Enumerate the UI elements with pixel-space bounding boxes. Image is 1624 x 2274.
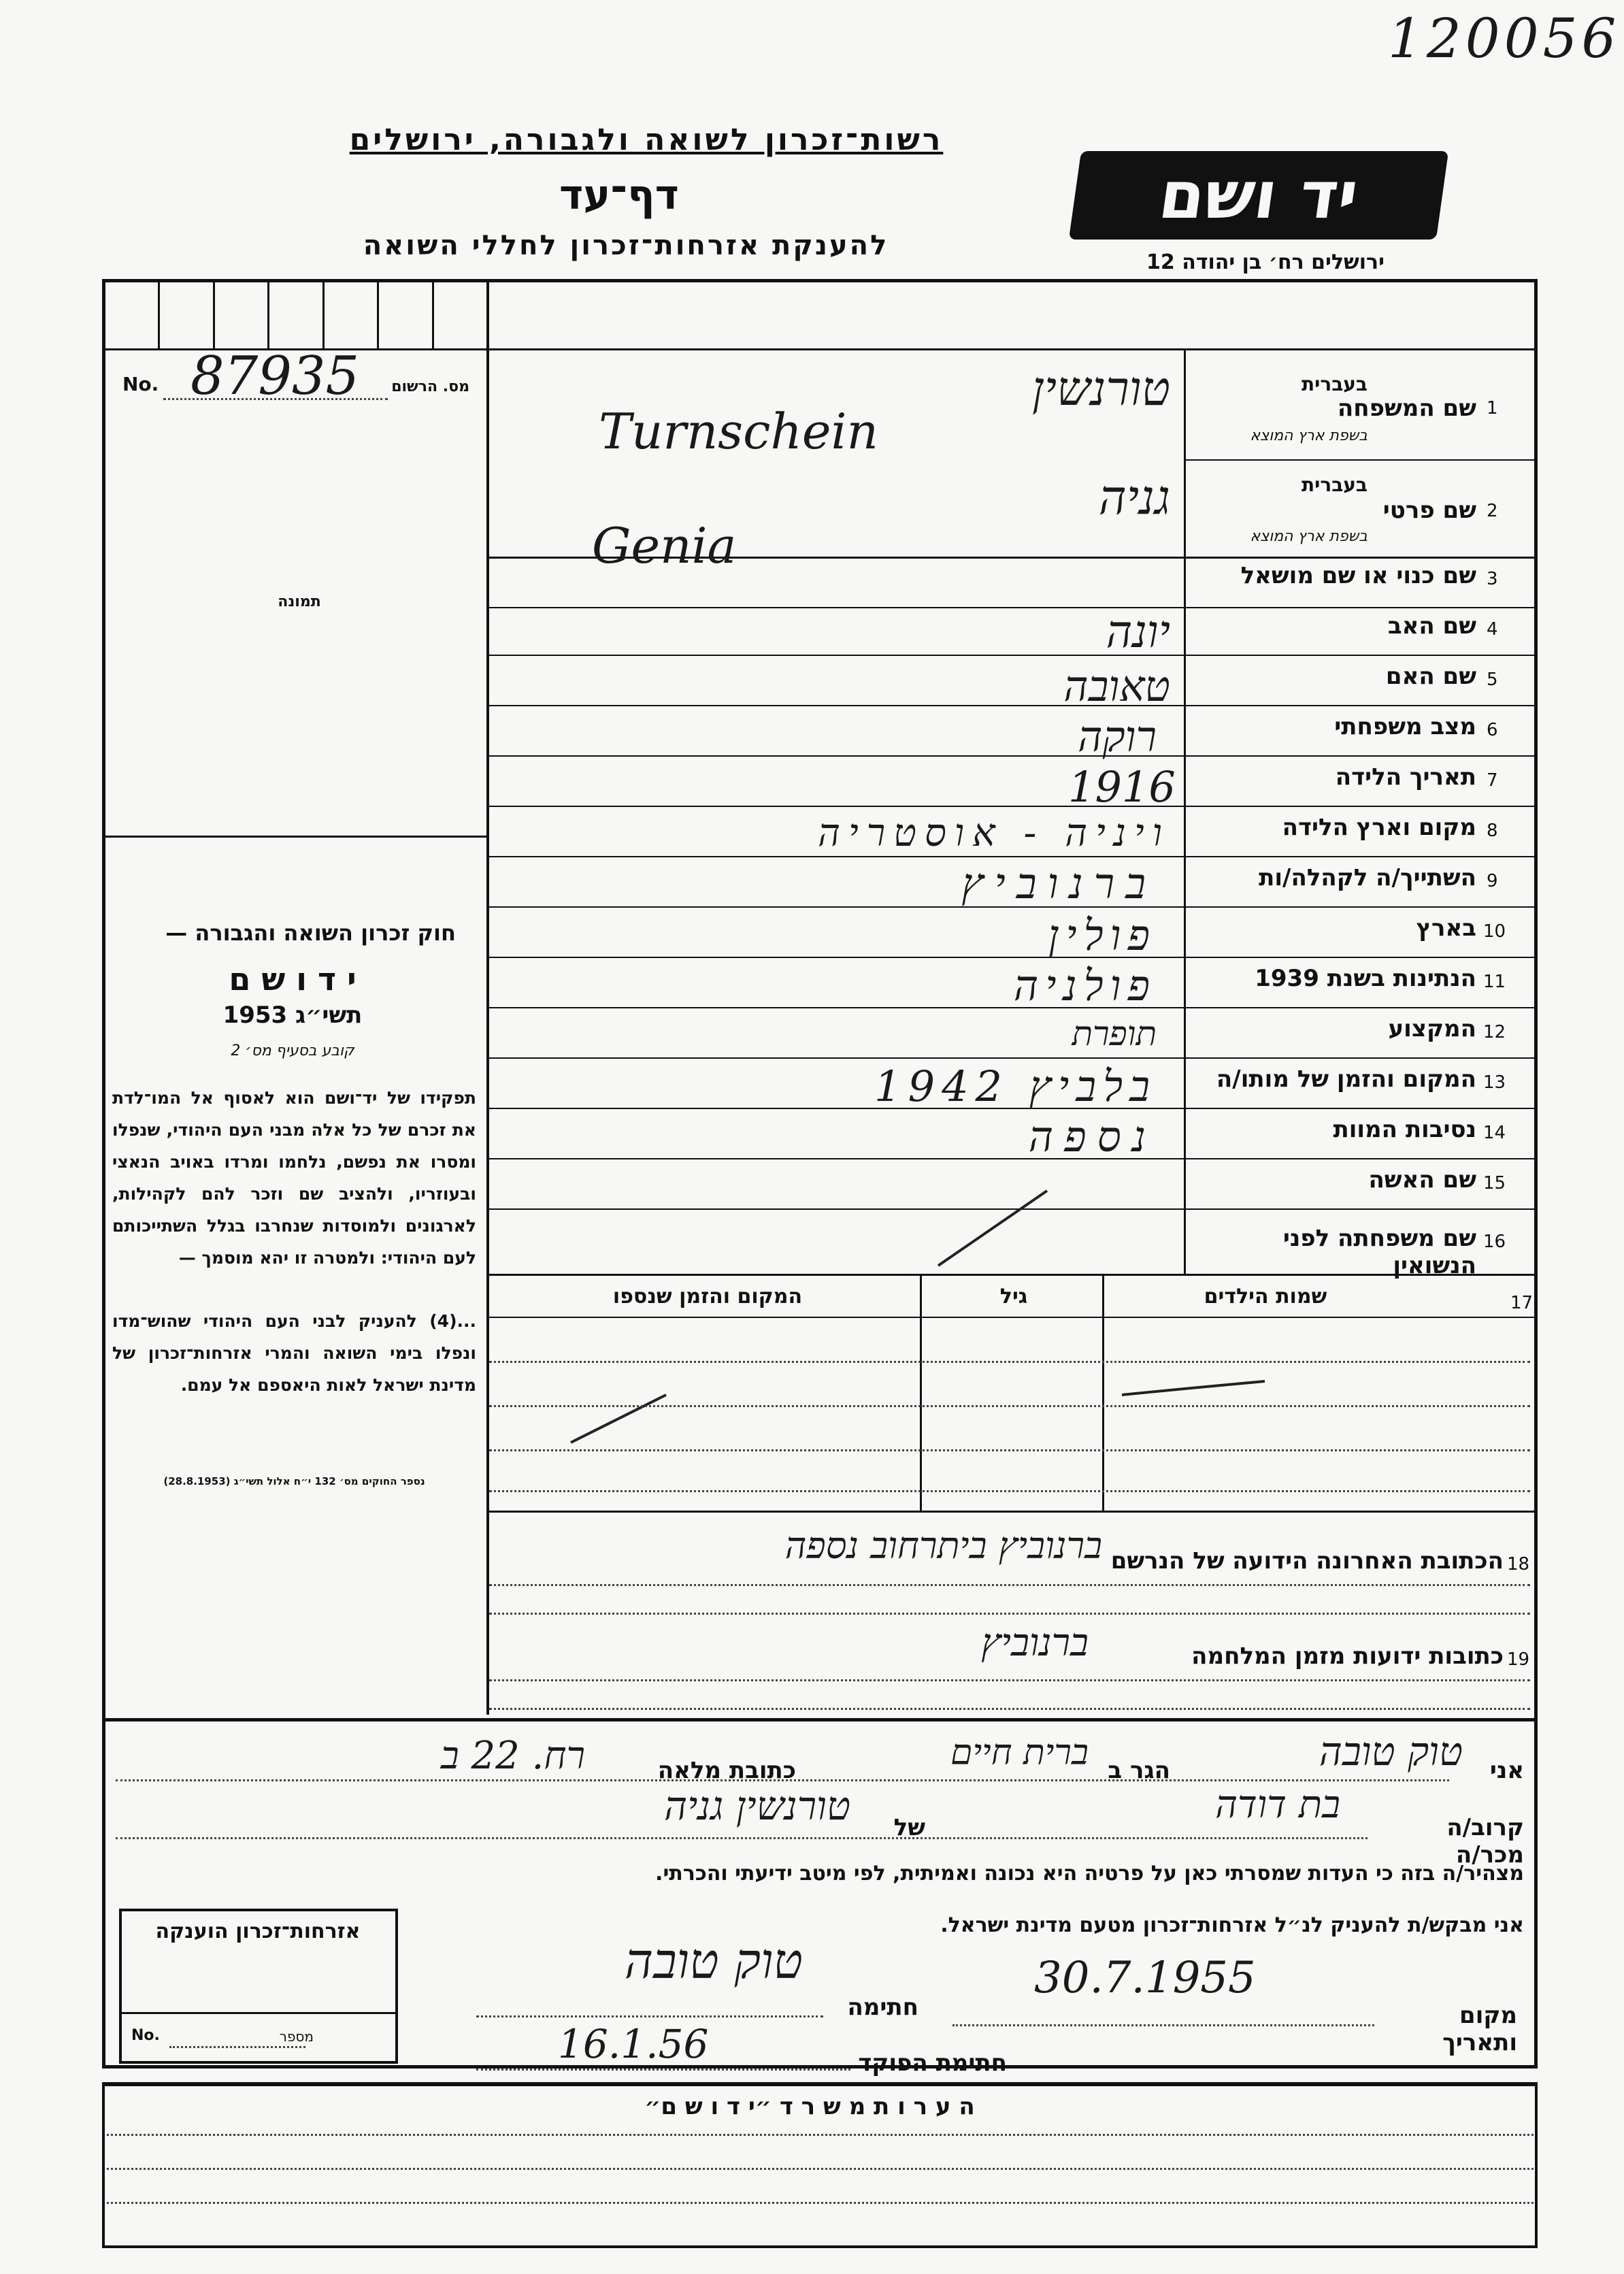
officer-signature-label: חתימת הפוקד (858, 2049, 1007, 2077)
field-19-number: 19 (1507, 1649, 1530, 1670)
declaration-address-value: רח. 22 ב (440, 1734, 585, 1778)
field-1-sub-bottom: בשפת ארץ המוצא (1250, 427, 1368, 444)
law-year: תשי״ג 1953 (222, 1002, 363, 1029)
field-6-label: מצב משפחתי (1334, 713, 1476, 740)
children-col-age: גיל (999, 1285, 1028, 1308)
law-title: חוק זכרון השואה והגבורה — (165, 920, 456, 946)
field-9-label: השתייך/ה לקהלה/ות (1259, 864, 1476, 891)
field-12-number: 12 (1483, 1022, 1506, 1042)
field-14-value: נספה (1028, 1112, 1157, 1161)
archive-number: 120056 (1388, 7, 1621, 70)
law-clause: קובע בסעיף מס׳ 2 (231, 1042, 354, 1059)
field-5-number: 5 (1487, 670, 1498, 690)
field-1-sub-top: בעברית (1301, 373, 1368, 395)
top-box-strip (105, 282, 486, 348)
declaration-address-label: כתובת מלאה (657, 1757, 796, 1784)
declaration-statement: מצהיר/ה בזה כי העדות שמסרתי כאן על פרטיה היא נכונה ואמיתית, לפי מיטב ידיעתי והכרתי. (655, 1862, 1524, 1885)
field-8-label: מקום וארץ הלידה (1282, 814, 1476, 841)
citizenship-box-no-label: No. (131, 2027, 160, 2044)
yad-vashem-logo (1069, 151, 1448, 240)
field-2-label: שם פרטי (1382, 497, 1476, 524)
declaration-of-value: טורנשין גניה (664, 1783, 850, 1829)
citizenship-box (119, 1909, 398, 2064)
field-3-label: שם כנוי או שם מושאל (1240, 562, 1476, 589)
field-14-number: 14 (1483, 1123, 1506, 1143)
office-notes-title: ה ע ר ו ת מ ש ר ד ״י ד ו ש ם״ (644, 2093, 975, 2120)
cancel-strokes (489, 1102, 1538, 1565)
registration-no-label: No. (122, 373, 159, 395)
place-date-label: מקום ותאריך (1442, 2002, 1517, 2056)
field-16-number: 16 (1483, 1232, 1506, 1252)
field-2-sub-top: בעברית (1301, 474, 1368, 496)
field-16-label: שם משפחתה לפני הנשואין (1282, 1225, 1476, 1279)
field-6-number: 6 (1487, 720, 1498, 740)
signature-value: טוק טובה (624, 1932, 803, 1990)
registration-number: 87935 (190, 346, 360, 407)
field-2-number: 2 (1487, 501, 1498, 521)
field-12-label: המקצוע (1388, 1015, 1476, 1042)
field-8-value: ויניה - אוסטריה (818, 811, 1170, 855)
signature-label: חתימה (847, 1994, 918, 2021)
logo-address: ירושלים רח׳ בן יהודה 12 (1146, 250, 1385, 274)
field-18-label: הכתובת האחרונה הידועה של הנרשם (1110, 1547, 1504, 1575)
declaration-name-value: טוק טובה (1319, 1728, 1463, 1775)
field-11-label: הנתינות בשנת 1939 (1255, 965, 1476, 992)
officer-signature-value: 16.1.56 (558, 2021, 709, 2067)
field-17-number: 17 (1510, 1293, 1534, 1313)
field-4-value: יונה (1106, 606, 1170, 658)
field-9-number: 9 (1487, 871, 1498, 891)
field-2-sub-bottom: בשפת ארץ המוצא (1250, 528, 1368, 545)
authority-title: רשות־זכרון לשואה ולגבורה, ירושלים (349, 122, 944, 157)
form-title: דף־עד (559, 171, 679, 219)
field-2-value-hebrew: גניה (1098, 469, 1170, 525)
field-7-number: 7 (1487, 770, 1498, 791)
registration-label: מס. הרשום (391, 378, 469, 395)
declaration-ani: אני (1489, 1757, 1524, 1784)
field-15-number: 15 (1483, 1173, 1506, 1193)
law-paragraph-1: תפקידו של יד־ושם הוא לאסוף אל המו־לדת את זכרם של כל אלה מבני העם היהודי, שנפלו ומסרו את נפשם, נלחמו ומרדו באויב הנאצי ובעוזריו, ולהציב שם וזכר להם לקהילות, לארגונים ולמוסדות שנחרבו בגלל השתייכותם לעם היהודי: ולמטרה זו יהא מוסמך — (112, 1088, 476, 1268)
field-18-value: ברנוביץ ביתרחוב נספה (784, 1524, 1102, 1567)
field-13-value: בלביץ 1942 (874, 1061, 1157, 1111)
children-col-place: המקום והזמן שנספו (612, 1285, 803, 1308)
field-2-value-latin: Genia (592, 517, 737, 574)
declaration-request: אני מבקש/ת להעניק לנ״ל אזרחות־זכרון מטעם מדינת ישראל. (940, 1913, 1524, 1937)
law-paragraph-2: ...(4) להעניק לבני העם היהודי שהוש־מדו ונפלו בימי השואה והמרי אזרחות־זכרון של מדינת ישראל לאות היאספם אל עמם. (112, 1311, 476, 1395)
form-subtitle: להענקת אזרחות־זכרון לחללי השואה (363, 230, 889, 261)
field-5-label: שם האם (1385, 663, 1476, 690)
field-1-value-hebrew: טורנשין (1031, 361, 1170, 416)
field-10-value: פולין (1048, 910, 1157, 960)
declaration-gar-value: ברית חיים (950, 1732, 1089, 1773)
field-5-value: טאובה (1063, 661, 1170, 711)
children-col-names: שמות הילדים (1204, 1285, 1327, 1308)
field-7-label: תאריך הלידה (1335, 763, 1476, 791)
field-6-value: רוקה (1078, 712, 1157, 761)
law-name: י ד ו ש ם (229, 961, 357, 998)
field-1-value-latin: Turnschein (599, 403, 878, 460)
field-4-label: שם האב (1387, 612, 1476, 640)
citizenship-box-title: אזרחות־זכרון הוענקה (155, 1919, 361, 1943)
field-19-value: ברנוביץ (981, 1621, 1089, 1665)
field-10-number: 10 (1483, 921, 1506, 942)
field-13-label: המקום והזמן של מותו/ה (1216, 1066, 1476, 1093)
field-1-number: 1 (1487, 398, 1498, 418)
declaration-relative-label: קרוב/ה מכר/ה (1446, 1814, 1524, 1868)
field-3-number: 3 (1487, 569, 1498, 589)
citizenship-box-number-label: מספר (279, 2028, 314, 2045)
photo-label: תמונה (278, 593, 321, 610)
field-12-value: תופרת (1072, 1014, 1157, 1053)
field-14-label: נסיבות המוות (1333, 1116, 1476, 1143)
field-9-value: ברנוביץ (961, 859, 1157, 908)
field-19-label: כתובות ידועות מזמן המלחמה (1191, 1643, 1504, 1670)
field-11-number: 11 (1483, 972, 1506, 992)
place-date-value: 30.7.1955 (1034, 1953, 1256, 2003)
law-footnote: נספר החוקים מס׳ 132 י״ח אלול תשי״ג (28.8.1953) (163, 1475, 425, 1487)
field-13-number: 13 (1483, 1072, 1506, 1093)
declaration-of-label: של (893, 1814, 925, 1841)
field-8-number: 8 (1487, 821, 1498, 841)
logo-text: יד ושם (1154, 157, 1363, 233)
field-18-number: 18 (1507, 1554, 1530, 1575)
field-4-number: 4 (1487, 619, 1498, 640)
field-1-label: שם המשפחה (1337, 395, 1476, 422)
declaration-gar-label: הגר ב (1108, 1757, 1170, 1784)
field-11-value: פולניה (1013, 961, 1157, 1010)
declaration-relative-value: בת דודה (1215, 1783, 1340, 1827)
field-7-value: 1916 (1068, 762, 1176, 812)
field-15-label: שם האשה (1368, 1166, 1476, 1193)
field-10-label: בארץ (1416, 914, 1476, 942)
